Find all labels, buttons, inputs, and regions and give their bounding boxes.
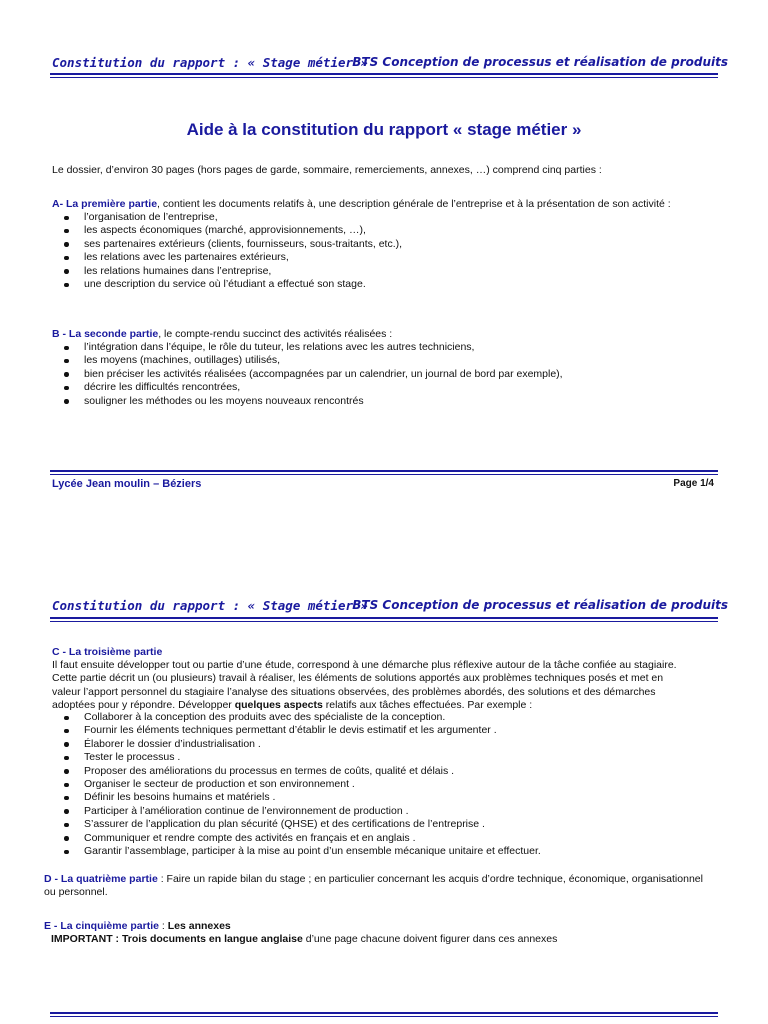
list-item: Proposer des améliorations du processus en termes de coûts, qualité et délais . xyxy=(52,765,712,778)
section-b-label: B - La seconde partie xyxy=(52,328,159,340)
list-item: les relations avec les partenaires extérieurs, xyxy=(52,251,712,264)
paragraph-line: IMPORTANT : Trois documents en langue anglaise d’une page chacune doivent figurer dans ces annexes xyxy=(51,933,558,946)
section-b-list xyxy=(52,341,712,408)
list-item: les aspects économiques (marché, approvisionnements, …), xyxy=(52,224,712,237)
section-c-label: C - La troisième partie xyxy=(52,646,163,658)
header-left-title: Constitution du rapport : « Stage métier » xyxy=(52,598,369,613)
list-item: Fournir les éléments techniques permettant d’établir le devis estimatif et les argumenter . xyxy=(52,724,712,737)
paragraph-line: E - La cinquième partie : Les annexes xyxy=(44,920,231,932)
footer-page-number: Page 1/4 xyxy=(673,478,714,489)
list-item: Organiser le secteur de production et son environnement . xyxy=(52,778,712,791)
section-d-paragraph xyxy=(44,873,744,900)
emphasis-text: quelques aspects xyxy=(234,699,323,712)
section-e-label: E - La cinquième partie xyxy=(44,920,159,932)
list-item: Élaborer le dossier d’industrialisation . xyxy=(52,738,712,751)
list-item: décrire les difficultés rencontrées, xyxy=(52,381,712,394)
section-a-label: A- La première partie xyxy=(52,198,158,210)
page-title: Aide à la constitution du rapport « stage métier » xyxy=(186,120,582,139)
list-item: l’intégration dans l’équipe, le rôle du tuteur, les relations avec les autres techniciens, xyxy=(52,341,712,354)
list-item: Collaborer à la conception des produits avec des spécialiste de la conception. xyxy=(52,711,712,724)
annexes-label: Les annexes xyxy=(167,920,231,932)
header-rule-bottom xyxy=(50,621,718,622)
footer-rule-bottom xyxy=(50,474,718,475)
important-note: IMPORTANT : Trois documents en langue anglaise xyxy=(51,933,303,946)
list-item: les moyens (machines, outillages) utilisés, xyxy=(52,354,712,367)
paragraph-line: ou personnel. xyxy=(44,886,108,899)
page1-header xyxy=(50,55,730,79)
paragraph-line: adoptées pour y répondre. Développer quelques aspects relatifs aux tâches effectuées. Par exemple : xyxy=(52,699,533,712)
header-rule-bottom xyxy=(50,77,718,78)
section-c-list xyxy=(52,711,712,858)
intro-text: Le dossier, d’environ 30 pages (hors pages de garde, sommaire, remerciements, annexes, …) comprend cinq parties : xyxy=(52,164,602,176)
footer-rule-top xyxy=(50,470,718,472)
list-item: S’assurer de l’application du plan sécurité (QHSE) et des certifications de l’entreprise . xyxy=(52,818,712,831)
page2-footer-rule-top xyxy=(50,1012,718,1014)
paragraph-line: D - La quatrième partie : Faire un rapide bilan du stage ; en particulier concernant les acquis d’ordre technique, économique, organisationnel xyxy=(44,873,703,885)
header-right-title: BTS Conception de processus et réalisation de produits xyxy=(352,598,728,612)
list-item: les relations humaines dans l’entreprise, xyxy=(52,265,712,278)
list-item: Participer à l’amélioration continue de l’environnement de production . xyxy=(52,805,712,818)
section-a-heading xyxy=(52,198,732,211)
page2-footer-rule-bottom xyxy=(50,1016,718,1017)
section-a-text: , contient les documents relatifs à, une description générale de l’entreprise et à la présentation de son activité : xyxy=(157,198,671,210)
header-right-title: BTS Conception de processus et réalisation de produits xyxy=(352,55,728,69)
section-e-paragraph xyxy=(44,920,744,947)
list-item: Définir les besoins humains et matériels . xyxy=(52,791,712,804)
list-item: une description du service où l’étudiant a effectué son stage. xyxy=(52,278,712,291)
list-item: Garantir l’assemblage, participer à la mise au point d’un ensemble mécanique unitaire et effectuer. xyxy=(52,845,712,858)
header-rule-top xyxy=(50,73,718,75)
header-left-title: Constitution du rapport : « Stage métier » xyxy=(52,55,369,70)
section-b-text: , le compte-rendu succinct des activités réalisées : xyxy=(158,328,393,340)
list-item: souligner les méthodes ou les moyens nouveaux rencontrés xyxy=(52,395,712,408)
paragraph-line: Il faut ensuite développer tout ou partie d’une étude, correspond à une démarche plus réflexive autour de la tâche confiée au stagiaire. xyxy=(52,659,677,671)
list-item: l’organisation de l’entreprise, xyxy=(52,211,712,224)
paragraph-line: Cette partie décrit un (ou plusieurs) travail à réaliser, les éléments de solutions apportés aux problèmes techniques posés et met en xyxy=(52,672,664,685)
header-rule-top xyxy=(50,617,718,619)
list-item: ses partenaires extérieurs (clients, fournisseurs, sous-traitants, etc.), xyxy=(52,238,712,251)
section-b-heading xyxy=(52,328,732,341)
list-item: Tester le processus . xyxy=(52,751,712,764)
list-item: Communiquer et rendre compte des activités en français et en anglais . xyxy=(52,832,712,845)
paragraph-line: valeur l’apport personnel du stagiaire l’analyse des situations observées, des problèmes abordés, des solutions et des démarches xyxy=(52,685,656,698)
page1-footer xyxy=(52,478,714,490)
section-a-list xyxy=(52,211,712,291)
section-d-label: D - La quatrième partie xyxy=(44,873,158,885)
list-item: bien préciser les activités réalisées (accompagnées par un calendrier, un journal de bord par exemple), xyxy=(52,368,712,381)
section-c-paragraph xyxy=(52,659,742,713)
footer-school: Lycée Jean moulin – Béziers xyxy=(52,478,202,490)
